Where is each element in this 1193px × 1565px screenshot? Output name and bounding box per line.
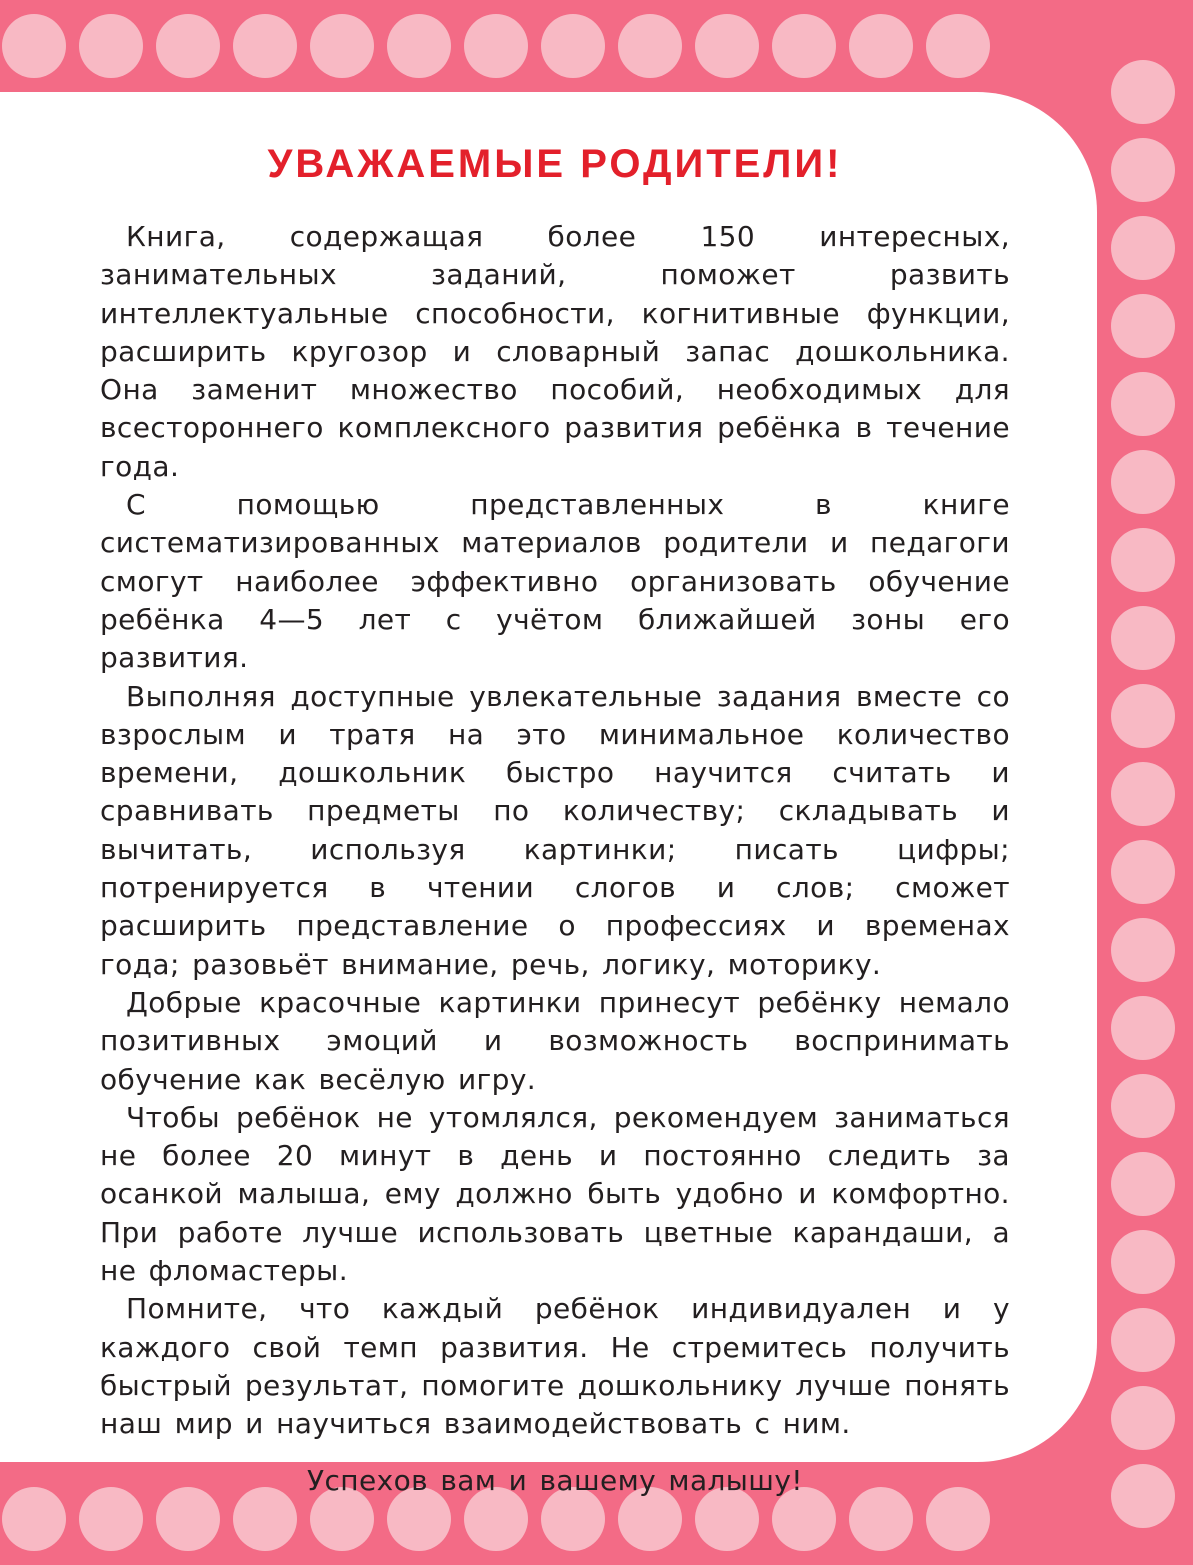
decorative-dot [2, 1487, 66, 1551]
paragraph-3: Выполняя доступные увлекательные задания вместе со взрослым и тратя на это минимальное количество времени, дошкольник быстро научится считать и сравнивать предметы по количеству; складывать и вычитать, используя картинки; писать цифры; потренируется в чтении слогов и слов; сможет расширить представление о профессиях и временах года; разовьёт внимание, речь, логику, моторику. [100, 679, 1010, 981]
decorative-dot [1111, 138, 1175, 202]
decorative-dot [1111, 840, 1175, 904]
decorative-dot [79, 14, 143, 78]
decorative-dot [2, 14, 66, 78]
decorative-dot [1111, 1152, 1175, 1216]
decorative-dot [1111, 528, 1175, 592]
decorative-dot [1111, 450, 1175, 514]
decorative-dot [1111, 294, 1175, 358]
page-title: УВАЖАЕМЫЕ РОДИТЕЛИ! [267, 142, 843, 186]
decorative-dot [1111, 684, 1175, 748]
decorative-dot [310, 14, 374, 78]
decorative-dot [156, 14, 220, 78]
decorative-dot [1111, 762, 1175, 826]
paragraph-4: Добрые красочные картинки принесут ребёнку немало позитивных эмоций и возможность воспринимать обучение как весёлую игру. [100, 985, 1010, 1096]
decorative-dot [695, 14, 759, 78]
paragraph-1: Книга, содержащая более 150 интересных, занимательных заданий, поможет развить интеллектуальные способности, когнитивные функции, расширить кругозор и словарный запас дошкольника. Она заменит множество пособий, необходимых для всестороннего комплексного развития ребёнка в течение года. [100, 220, 1010, 483]
decorative-dot [772, 14, 836, 78]
decorative-dot [1111, 1230, 1175, 1294]
paragraph-6: Помните, что каждый ребёнок индивидуален и у каждого свой темп развития. Не стремитесь получить быстрый результат, помогите дошкольнику лучше понять наш мир и научиться взаимодействовать с ним. [100, 1292, 1010, 1441]
decorative-dot [1111, 372, 1175, 436]
decorative-dot [849, 14, 913, 78]
paragraph-2: С помощью представленных в книге систематизированных материалов родители и педагоги смогут наиболее эффективно организовать обучение ребёнка 4—5 лет с учётом ближайшей зоны его развития. [100, 488, 1010, 675]
decorative-dot [1111, 1308, 1175, 1372]
decorative-dot [541, 14, 605, 78]
decorative-dot [1111, 996, 1175, 1060]
decorative-dot [1111, 1074, 1175, 1138]
decorative-dot [926, 14, 990, 78]
decorative-dot [387, 14, 451, 78]
letter-content [100, 132, 1010, 1500]
decorative-dot [1111, 606, 1175, 670]
decorative-dot [1111, 60, 1175, 124]
decorative-dot [1111, 1464, 1175, 1528]
paragraph-5: Чтобы ребёнок не утомлялся, рекомендуем заниматься не более 20 минут в день и постоянно следить за осанкой малыша, ему должно быть удобно и комфортно. При работе лучше использовать цветные карандаши, а не фломастеры. [100, 1100, 1010, 1288]
decorative-dot [1111, 216, 1175, 280]
decorative-dot [233, 14, 297, 78]
decorative-dot [464, 14, 528, 78]
decorative-dot [618, 14, 682, 78]
decorative-dot [1111, 918, 1175, 982]
closing-line: Успехов вам и вашему малышу! [307, 1463, 803, 1497]
decorative-dot [1111, 1386, 1175, 1450]
